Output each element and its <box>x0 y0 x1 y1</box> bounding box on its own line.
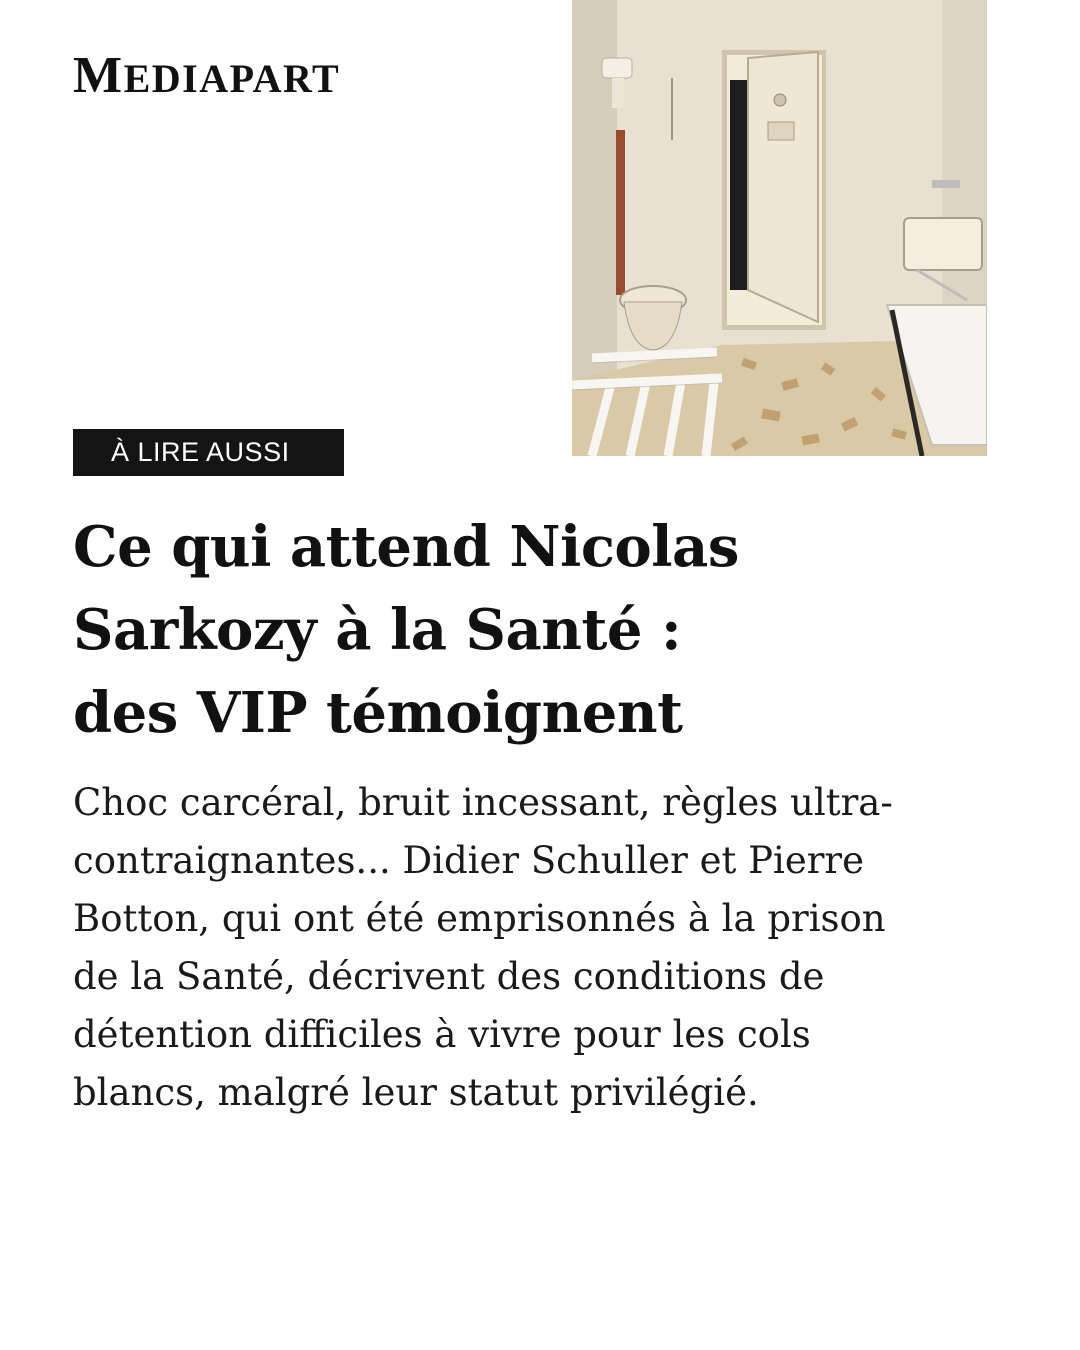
mediapart-logo[interactable] <box>73 47 341 104</box>
read-also-badge[interactable]: À LIRE AUSSI <box>73 429 344 476</box>
logo-rest: EDIAPART <box>123 56 341 101</box>
lede-line-1: Choc carcéral, bruit incessant, règles ultra- <box>73 781 893 824</box>
lede-line-2: contraignantes... Didier Schuller et Pierre <box>73 839 865 882</box>
lede-line-6: blancs, malgré leur statut privilégié. <box>73 1071 759 1114</box>
lede-line-3: Botton, qui ont été emprisonnés à la prison <box>73 897 886 940</box>
lede-line-4: de la Santé, décrivent des conditions de <box>73 955 825 998</box>
prison-cell-illustration <box>572 0 987 456</box>
lede-line-5: détention difficiles à vivre pour les cols <box>73 1013 811 1056</box>
article-title[interactable] <box>73 506 853 755</box>
title-line-3: des VIP témoignent <box>73 680 683 746</box>
title-line-2: Sarkozy à la Santé : <box>73 597 682 663</box>
article-lede <box>73 774 1013 1122</box>
prison-cell-photo[interactable] <box>572 0 987 456</box>
title-line-1: Ce qui attend Nicolas <box>73 514 739 580</box>
logo-initial: M <box>73 47 124 104</box>
